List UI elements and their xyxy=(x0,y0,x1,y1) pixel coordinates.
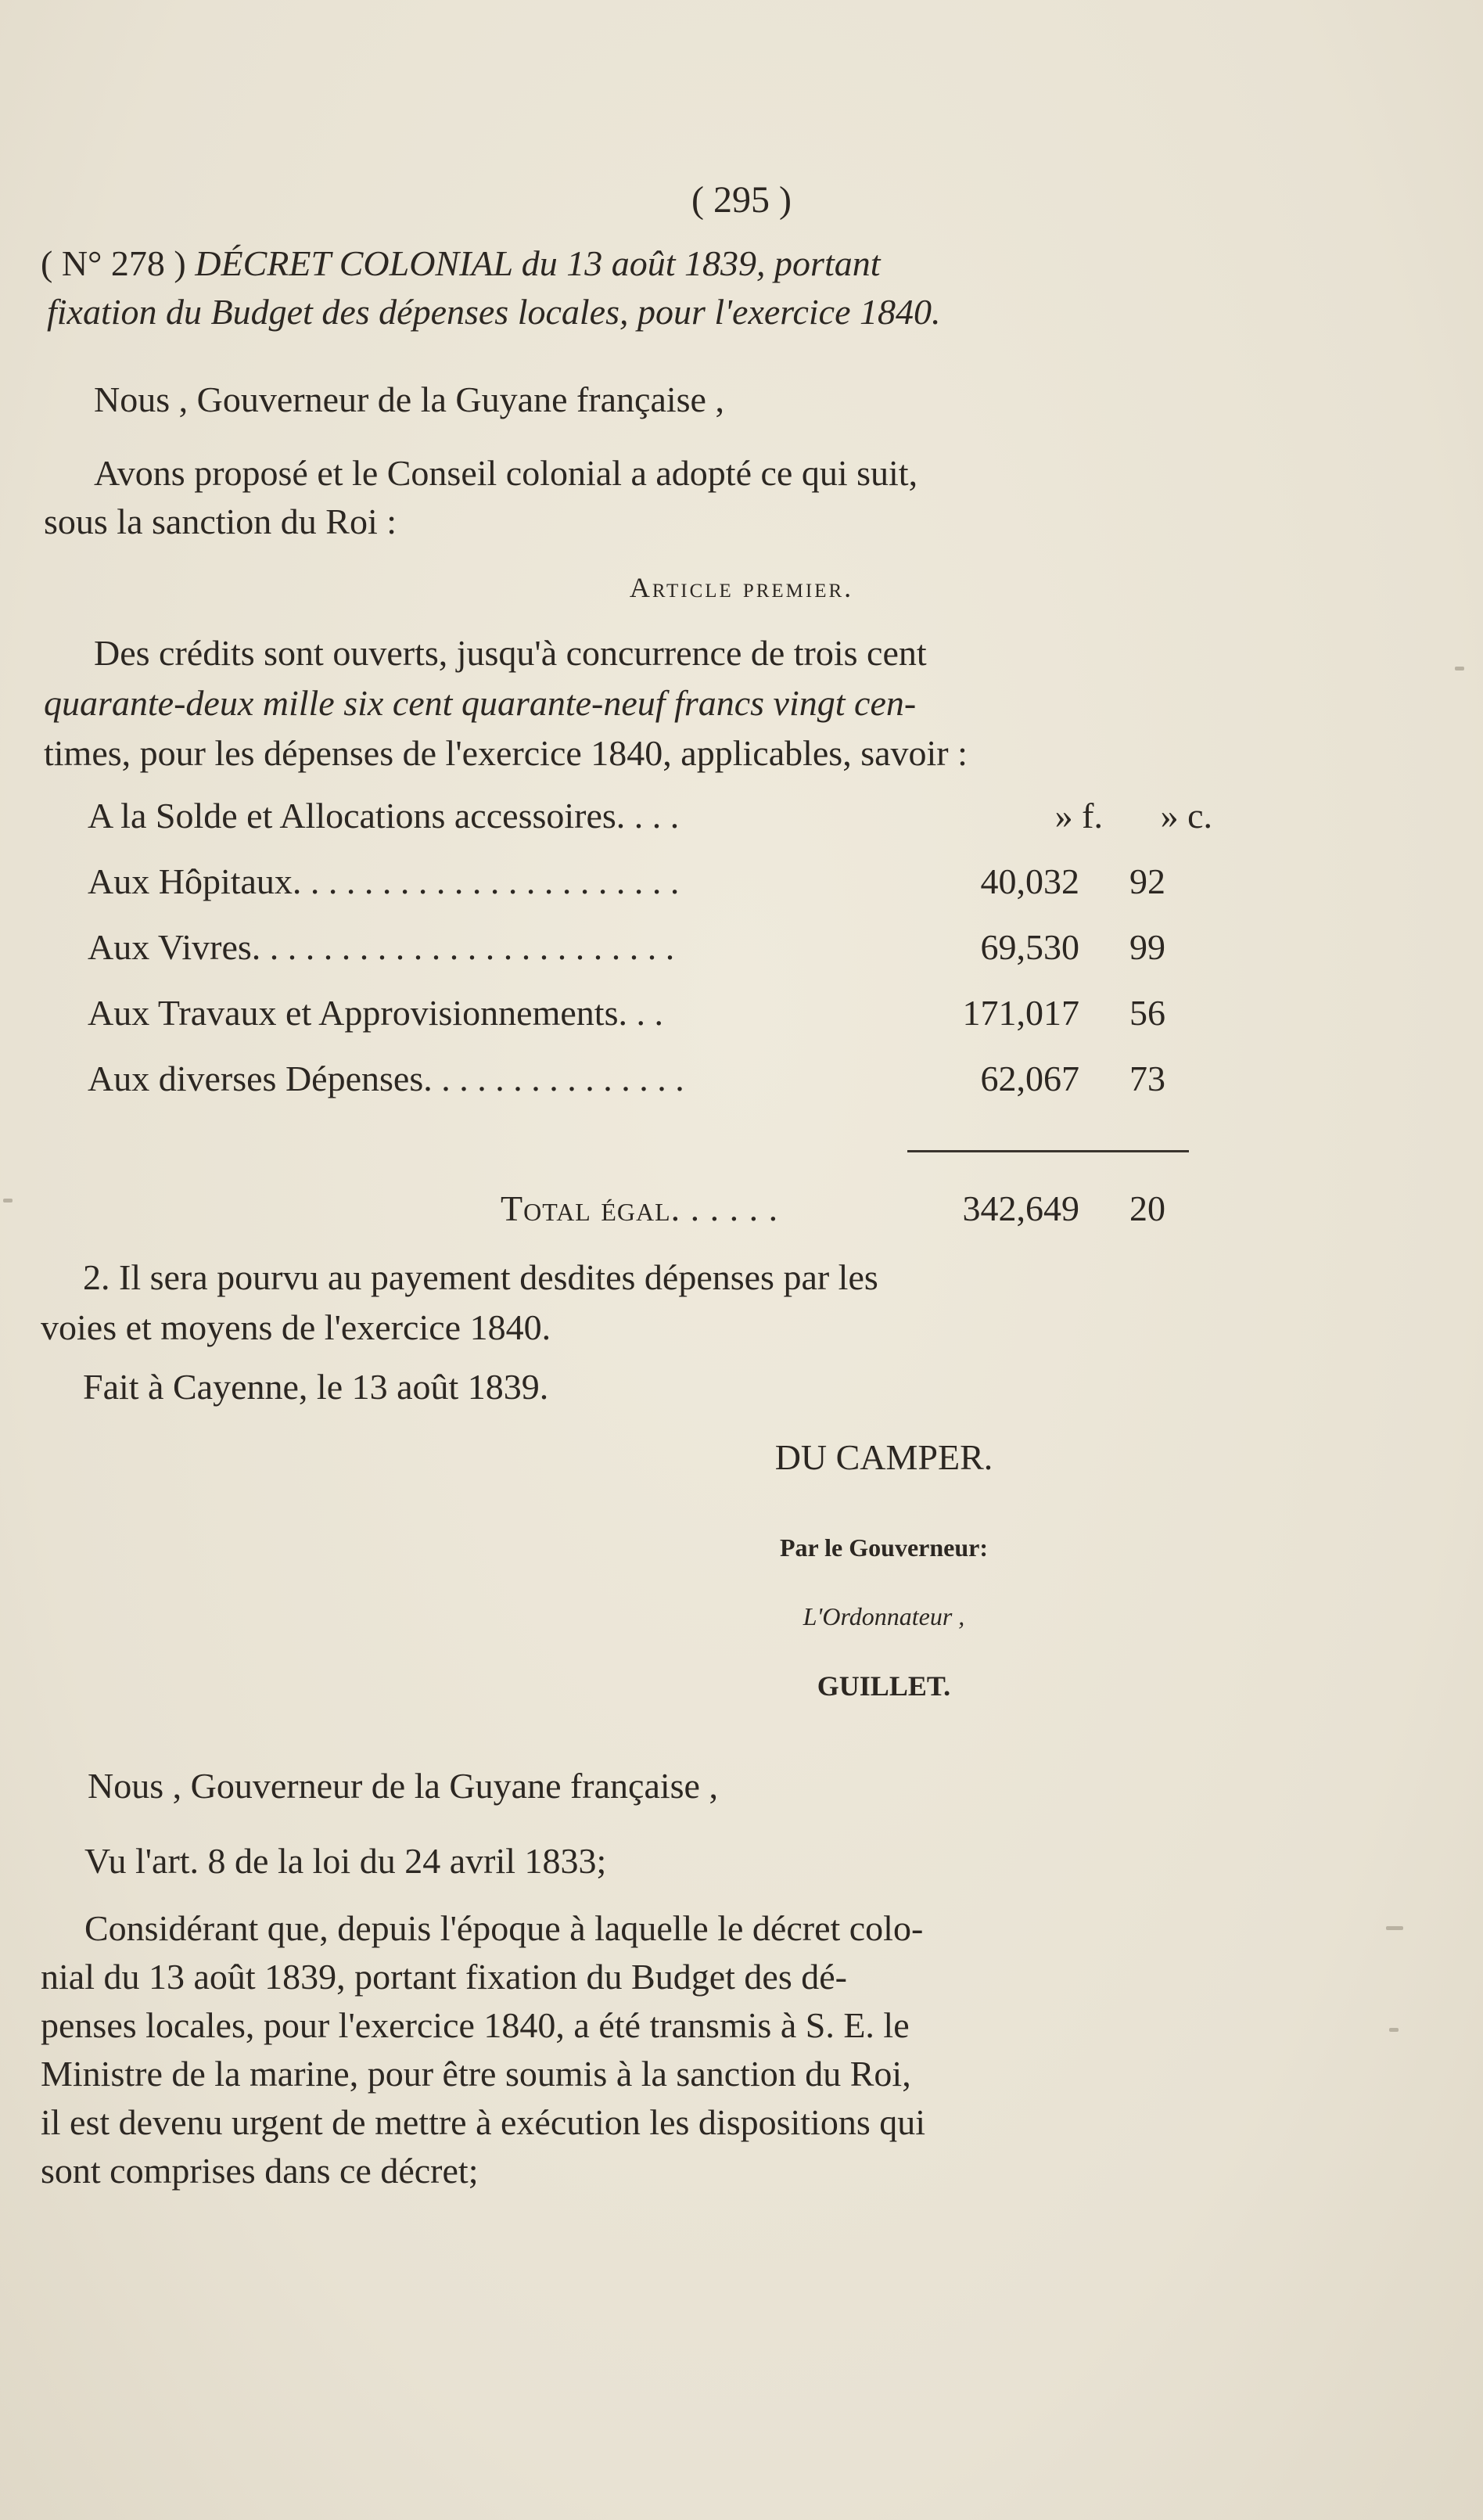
ordonnateur-name: GUILLET. xyxy=(817,1670,951,1702)
article-2-line-1: 2. Il sera pourvu au payement desdites dépenses par les xyxy=(83,1257,878,1297)
article-heading: Article premier. xyxy=(629,572,854,603)
decree-number: ( N° 278 ) xyxy=(41,243,186,283)
page-number: ( 295 ) xyxy=(691,179,792,221)
by-governor: Par le Gouverneur: xyxy=(779,1533,988,1562)
budget-row-francs: 62,067 xyxy=(980,1059,1079,1098)
governor-heading: Nous , Gouverneur de la Guyane française , xyxy=(94,379,724,419)
budget-row-centimes: 92 xyxy=(1129,861,1165,901)
considering-line: il est devenu urgent de mettre à exécution les dispositions qui xyxy=(41,2102,926,2142)
budget-row-centimes: 99 xyxy=(1129,927,1165,967)
considering-line: Considérant que, depuis l'époque à laquelle le décret colo- xyxy=(84,1908,924,1948)
budget-row-centimes: 73 xyxy=(1129,1059,1165,1098)
budget-row-label: A la Solde et Allocations accessoires. . . . xyxy=(88,796,680,836)
considering-line: penses locales, pour l'exercice 1840, a été transmis à S. E. le xyxy=(41,2005,910,2045)
paper-speck xyxy=(1389,2028,1399,2032)
budget-row-label: Aux diverses Dépenses. . . . . . . . . . . . . . . xyxy=(88,1059,684,1098)
done-at: Fait à Cayenne, le 13 août 1839. xyxy=(83,1367,549,1407)
decree-title-line-1 xyxy=(41,243,881,284)
budget-row-francs: 69,530 xyxy=(980,927,1079,967)
article-paragraph-line-2: quarante-deux mille six cent quarante-neuf francs vingt cen- xyxy=(44,683,917,723)
budget-row-label: Aux Hôpitaux. . . . . . . . . . . . . . . . . . . . . . xyxy=(88,861,680,901)
considering-line: sont comprises dans ce décret; xyxy=(41,2151,479,2191)
budget-row-label: Aux Vivres. . . . . . . . . . . . . . . . . . . . . . . . xyxy=(88,927,675,967)
decree-title-line-2: fixation du Budget des dépenses locales, pour l'exercice 1840. xyxy=(47,292,941,332)
paper-speck xyxy=(3,1199,13,1202)
article-2-line-2: voies et moyens de l'exercice 1840. xyxy=(41,1307,551,1347)
governor-heading-2: Nous , Gouverneur de la Guyane française , xyxy=(88,1766,718,1806)
ordonnateur-title: L'Ordonnateur , xyxy=(803,1602,965,1630)
intro-line-1: Avons proposé et le Conseil colonial a adopté ce qui suit, xyxy=(94,453,918,493)
total-centimes: 20 xyxy=(1129,1188,1165,1228)
signature: DU CAMPER. xyxy=(774,1437,993,1477)
considering-line: Ministre de la marine, pour être soumis à la sanction du Roi, xyxy=(41,2054,911,2094)
considering-line: nial du 13 août 1839, portant fixation du Budget des dé- xyxy=(41,1957,847,1997)
sum-rule xyxy=(907,1150,1189,1152)
budget-row-francs: » f. xyxy=(1054,796,1103,836)
intro-line-2: sous la sanction du Roi : xyxy=(44,501,397,541)
budget-row-label: Aux Travaux et Approvisionnements. . . xyxy=(88,993,663,1033)
article-paragraph-line-1: Des crédits sont ouverts, jusqu'à concurrence de trois cent xyxy=(94,633,927,673)
budget-row-francs: 171,017 xyxy=(962,993,1079,1033)
decree-title-rest: DÉCRET COLONIAL du 13 août 1839, portant xyxy=(195,243,881,283)
total-francs: 342,649 xyxy=(962,1188,1079,1228)
budget-row-francs: 40,032 xyxy=(980,861,1079,901)
budget-row-centimes: 56 xyxy=(1129,993,1165,1033)
vu-line: Vu l'art. 8 de la loi du 24 avril 1833; xyxy=(84,1841,607,1881)
article-paragraph-line-3: times, pour les dépenses de l'exercice 1840, applicables, savoir : xyxy=(44,733,968,773)
paper-speck xyxy=(1455,667,1464,670)
budget-row-centimes: » c. xyxy=(1160,796,1212,836)
total-label: Total égal. . . . . . xyxy=(501,1188,779,1228)
paper-speck xyxy=(1386,1926,1403,1930)
